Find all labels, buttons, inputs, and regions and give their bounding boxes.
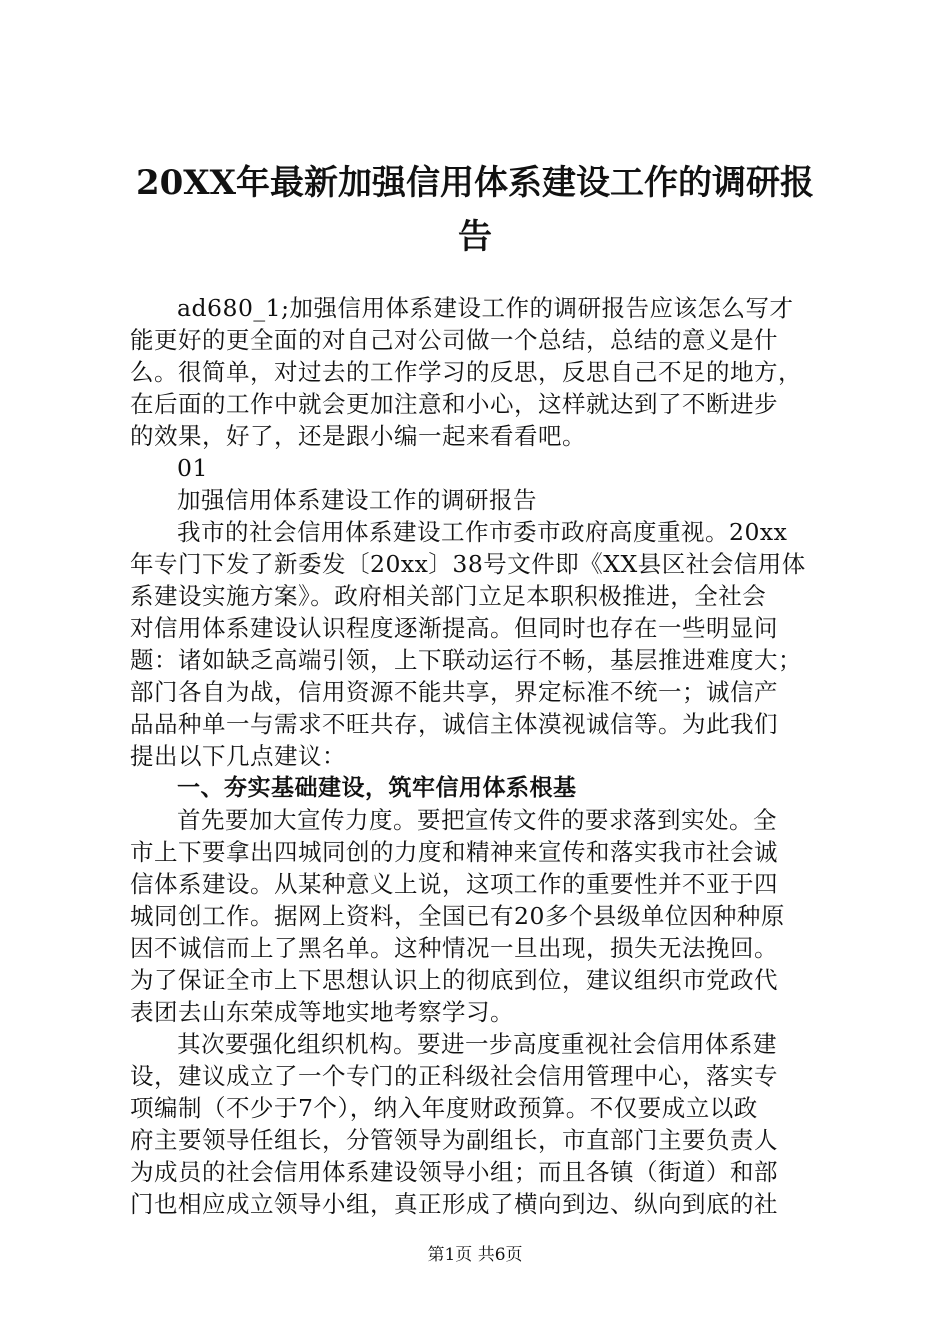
body-line: 府主要领导任组长，分管领导为副组长，市直部门主要负责人 bbox=[130, 1126, 778, 1154]
body-line: 城同创工作。据网上资料，全国已有20多个县级单位因种种原 bbox=[130, 902, 785, 930]
body-line: 题：诸如缺乏高端引领，上下联动运行不畅，基层推进难度大； bbox=[130, 646, 802, 674]
body-line: 市上下要拿出四城同创的力度和精神来宣传和落实我市社会诚 bbox=[130, 838, 778, 866]
body-line: 我市的社会信用体系建设工作市委市政府高度重视。20xx bbox=[177, 518, 788, 546]
body-line: 信体系建设。从某种意义上说，这项工作的重要性并不亚于四 bbox=[130, 870, 778, 898]
body-line: 设，建议成立了一个专门的正科级社会信用管理中心，落实专 bbox=[130, 1062, 778, 1090]
body-line: 能更好的更全面的对自己对公司做一个总结，总结的意义是什 bbox=[130, 326, 778, 354]
body-line: 部门各自为战，信用资源不能共享，界定标准不统一；诚信产 bbox=[130, 678, 778, 706]
document-title-line-2: 告 bbox=[458, 217, 492, 257]
section-number: 01 bbox=[177, 454, 208, 482]
body-line: 门也相应成立领导小组，真正形成了横向到边、纵向到底的社 bbox=[130, 1190, 778, 1218]
body-line: 为了保证全市上下思想认识上的彻底到位，建议组织市党政代 bbox=[130, 966, 778, 994]
page-footer: 第1页 共6页 bbox=[427, 1245, 523, 1265]
report-subtitle: 加强信用体系建设工作的调研报告 bbox=[177, 486, 537, 514]
body-line: 因不诚信而上了黑名单。这种情况一旦出现，损失无法挽回。 bbox=[130, 934, 778, 962]
document-body bbox=[130, 292, 842, 1220]
body-line: 年专门下发了新委发〔20xx〕38号文件即《XX县区社会信用体 bbox=[130, 550, 806, 578]
document-title-line-1: 20XX年最新加强信用体系建设工作的调研报 bbox=[135, 163, 815, 203]
section-heading: 一、夯实基础建设，筑牢信用体系根基 bbox=[177, 775, 577, 801]
body-line: 为成员的社会信用体系建设领导小组；而且各镇（街道）和部 bbox=[130, 1158, 778, 1186]
body-line: 在后面的工作中就会更加注意和小心，这样就达到了不断进步 bbox=[130, 390, 778, 418]
body-line: 表团去山东荣成等地实地考察学习。 bbox=[130, 998, 514, 1026]
body-line: 提出以下几点建议： bbox=[130, 742, 346, 770]
body-line: 项编制（不少于7个），纳入年度财政预算。不仅要成立以政 bbox=[130, 1094, 758, 1122]
body-line: 其次要强化组织机构。要进一步高度重视社会信用体系建 bbox=[177, 1030, 777, 1058]
body-line: 品品种单一与需求不旺共存，诚信主体漠视诚信等。为此我们 bbox=[130, 710, 778, 738]
body-line: 的效果，好了，还是跟小编一起来看看吧。 bbox=[130, 422, 586, 450]
body-line: 首先要加大宣传力度。要把宣传文件的要求落到实处。全 bbox=[177, 806, 777, 834]
body-line: 么。很简单，对过去的工作学习的反思，反思自己不足的地方， bbox=[130, 358, 802, 386]
body-line: 对信用体系建设认识程度逐渐提高。但同时也存在一些明显问 bbox=[130, 614, 778, 642]
body-line: ad680_1;加强信用体系建设工作的调研报告应该怎么写才 bbox=[177, 294, 794, 322]
body-line: 系建设实施方案》。政府相关部门立足本职积极推进，全社会 bbox=[130, 582, 767, 610]
